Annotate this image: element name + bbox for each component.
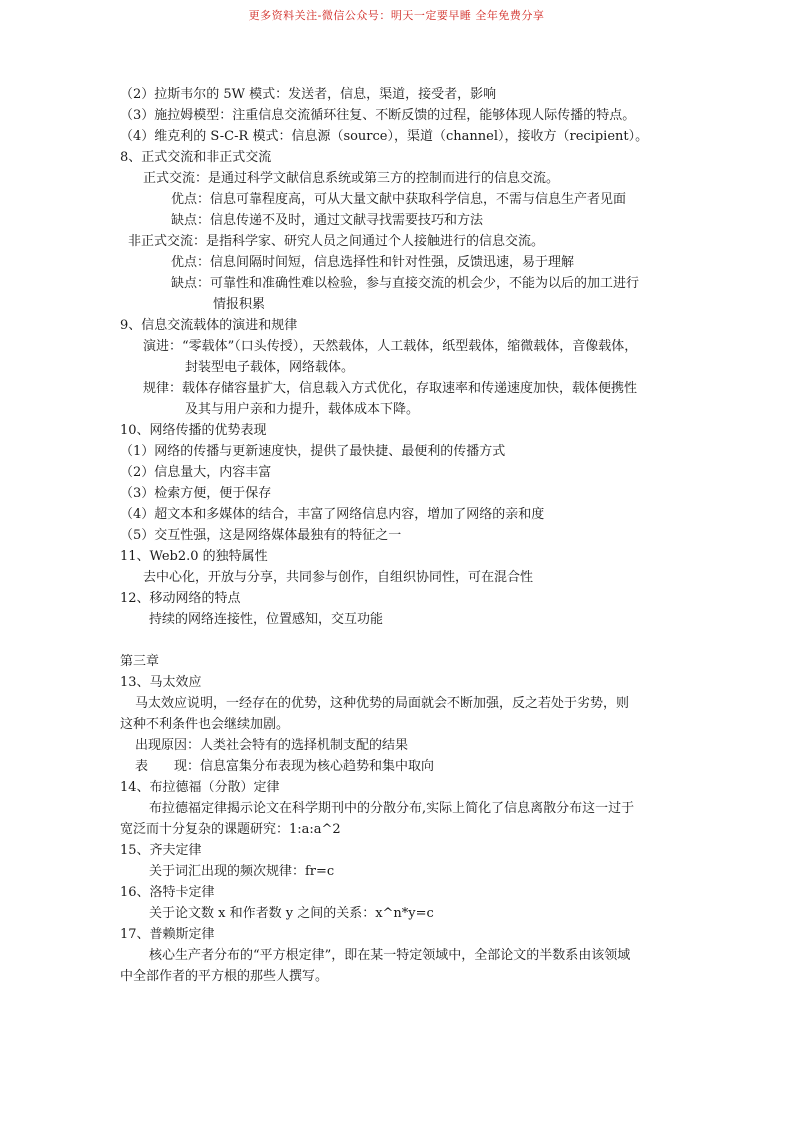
paragraph-line: 情报积累 [213, 297, 266, 312]
paragraph-line: 中全部作者的平方根的那些人撰写。 [120, 969, 329, 984]
paragraph-line: 去中心化，开放与分享，共同参与创作，自组织协同性，可在混合性 [143, 570, 534, 585]
paragraph-line: 关于论文数 x 和作者数 y 之间的关系：x^n*y=c [149, 906, 434, 921]
section-heading: 15、齐夫定律 [120, 843, 202, 858]
chapter-heading: 第三章 [120, 654, 160, 669]
watermark-header: 更多资料关注-微信公众号：明天一定要早睡 全年免费分享 [248, 9, 545, 22]
list-item: （4）维克利的 S-C-R 模式：信息源（source），渠道（channel），接收方（recipient）。 [120, 129, 649, 144]
list-item: （3）检索方便，便于保存 [120, 486, 272, 501]
section-heading: 10、网络传播的优势表现 [120, 423, 267, 438]
list-item: （3）施拉姆模型：注重信息交流循环往复、不断反馈的过程，能够体现人际传播的特点。 [120, 108, 636, 123]
list-item: （1）网络的传播与更新速度快，提供了最快捷、最便利的传播方式 [120, 444, 506, 459]
section-heading: 16、洛特卡定律 [120, 885, 215, 900]
list-item: （5）交互性强，这是网络媒体最独有的特征之一 [120, 528, 402, 543]
section-heading: 8、正式交流和非正式交流 [120, 150, 272, 165]
paragraph-line: 正式交流：是通过科学文献信息系统或第三方的控制而进行的信息交流。 [143, 171, 560, 186]
section-heading: 12、移动网络的特点 [120, 591, 241, 606]
paragraph-line: 表 现：信息富集分布表现为核心趋势和集中取向 [135, 759, 435, 774]
paragraph-line: 优点：信息间隔时间短，信息选择性和针对性强，反馈迅速，易于理解 [171, 255, 575, 270]
paragraph-line: 布拉德福定律揭示论文在科学期刊中的分散分布,实际上简化了信息离散分布这一过于 [149, 801, 635, 816]
paragraph-line: 封装型电子载体，网络载体。 [185, 360, 355, 375]
blank-line [0, 630, 793, 651]
paragraph-line: 关于词汇出现的频次规律：fr=c [149, 864, 335, 879]
paragraph-line: 这种不利条件也会继续加剧。 [120, 717, 290, 732]
section-heading: 9、信息交流载体的演进和规律 [120, 318, 298, 333]
paragraph-line: 规律：载体存储容量扩大，信息载入方式优化，存取速率和传递速度加快，载体便携性 [143, 381, 638, 396]
paragraph-line: 及其与用户亲和力提升，载体成本下降。 [185, 402, 420, 417]
paragraph-line: 缺点：可靠性和准确性难以检验，参与直接交流的机会少，不能为以后的加工进行 [171, 276, 640, 291]
paragraph-line: 演进：“零载体”（口头传授），天然载体，人工载体，纸型载体，缩微载体，音像载体， [143, 339, 638, 354]
list-item: （2）信息量大，内容丰富 [120, 465, 272, 480]
section-heading: 13、马太效应 [120, 675, 202, 690]
paragraph-line: 核心生产者分布的“平方根定律”，即在某一特定领域中，全部论文的半数系由该领域 [149, 948, 631, 963]
list-item: （4）超文本和多媒体的结合，丰富了网络信息内容，增加了网络的亲和度 [120, 507, 545, 522]
section-heading: 14、布拉德福（分散）定律 [120, 780, 280, 795]
list-item: （2）拉斯韦尔的 5W 模式：发送者，信息，渠道，接受者，影响 [120, 87, 497, 102]
paragraph-line: 缺点：信息传递不及时，通过文献寻找需要技巧和方法 [171, 213, 484, 228]
paragraph-line: 出现原因：人类社会特有的选择机制支配的结果 [135, 738, 409, 753]
section-heading: 17、普赖斯定律 [120, 927, 215, 942]
paragraph-line: 持续的网络连接性，位置感知，交互功能 [149, 612, 384, 627]
section-heading: 11、Web2.0 的独特属性 [120, 549, 268, 564]
paragraph-line: 优点：信息可靠程度高，可从大量文献中获取科学信息，不需与信息生产者见面 [171, 192, 627, 207]
paragraph-line: 宽泛而十分复杂的课题研究：1:a:a^2 [120, 822, 341, 837]
paragraph-line: 马太效应说明，一经存在的优势，这种优势的局面就会不断加强，反之若处于劣势，则 [135, 696, 630, 711]
paragraph-line: 非正式交流：是指科学家、研究人员之间通过个人接触进行的信息交流。 [128, 234, 545, 249]
document-body [0, 84, 793, 987]
